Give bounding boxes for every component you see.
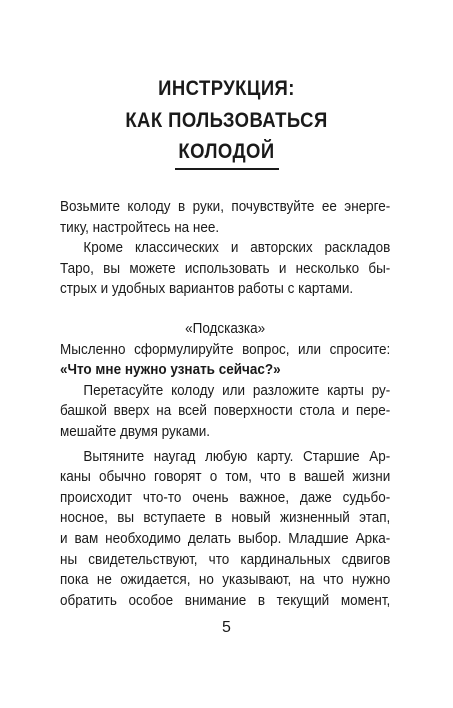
text-line: носное, вы вступаете в новый жизненный этап, bbox=[60, 509, 391, 527]
section-heading: «Подсказка» bbox=[185, 320, 266, 337]
text-line: каны обычно говорят о том, что в вашей жизни bbox=[60, 468, 391, 486]
chapter-title-line-2: КАК ПОЛЬЗОВАТЬСЯ bbox=[125, 109, 328, 132]
intro-paragraph bbox=[60, 197, 390, 300]
text-line: и вам необходимо делать выбор. Младшие Арка- bbox=[60, 529, 391, 547]
text-line: пока не ожидается, но указывают, на что нужно bbox=[60, 571, 391, 589]
text-line: мешайте двумя руками. bbox=[60, 422, 211, 440]
text-line: Кроме классических и авторских раскладов bbox=[83, 239, 391, 257]
text-line: Таро, вы можете использовать и несколько бы- bbox=[60, 259, 391, 277]
title-underline bbox=[175, 168, 279, 170]
chapter-title-line-3: КОЛОДОЙ bbox=[178, 140, 275, 163]
text-line: стрых и удобных вариантов работы с картами. bbox=[60, 280, 354, 298]
page-number: 5 bbox=[222, 619, 231, 636]
text-line: ны свидетельствуют, что кардинальных сдвигов bbox=[60, 550, 391, 568]
text-line: Перетасуйте колоду или разложите карты ру- bbox=[83, 381, 391, 399]
text-line: Мысленно сформулируйте вопрос, или спросите: bbox=[60, 340, 391, 358]
text-line: обратить особое внимание в текущий момент, bbox=[60, 591, 391, 609]
chapter-title-line-1: ИНСТРУКЦИЯ: bbox=[158, 77, 295, 100]
text-line: тику, настройтесь на нее. bbox=[60, 218, 220, 236]
text-line: башкой вверх на всей поверхности стола и пере- bbox=[60, 402, 391, 420]
text-line: Вытяните наугад любую карту. Старшие Ар- bbox=[83, 447, 391, 465]
question-line: «Что мне нужно узнать сейчас?» bbox=[60, 361, 281, 379]
text-line: происходит что-то очень важное, даже судьбо- bbox=[60, 488, 391, 506]
text-line: Возьмите колоду в руки, почувствуйте ее энерге- bbox=[60, 198, 391, 215]
hint-section bbox=[60, 319, 390, 611]
